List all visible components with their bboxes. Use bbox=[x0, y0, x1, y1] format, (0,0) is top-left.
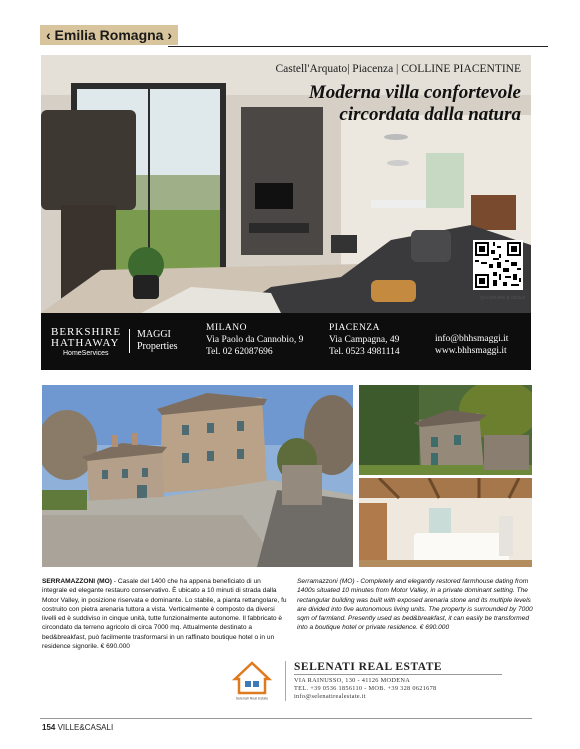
milano-phone: Tel. 02 62087696 bbox=[206, 347, 273, 357]
agency-address: VIA RAINUSSO, 130 - 41126 MODENA bbox=[294, 677, 411, 684]
logo-text: Selenati Real Estate bbox=[235, 696, 269, 701]
maggi-line-1: MAGGI bbox=[137, 329, 171, 340]
agency-email-link[interactable]: info@selenatirealestate.it bbox=[294, 693, 366, 700]
brand-line-2: HATHAWAY bbox=[51, 337, 120, 349]
house-logo-icon bbox=[229, 659, 275, 701]
advert-website-link[interactable]: www.bhhsmaggi.it bbox=[435, 346, 507, 356]
selenati-logo bbox=[229, 659, 275, 701]
piacenza-office bbox=[329, 322, 400, 358]
page-number: 154 bbox=[42, 723, 56, 732]
milano-address: Via Paolo da Cannobio, 9 bbox=[206, 335, 304, 345]
advert-title-line-2: circordata dalla natura bbox=[339, 104, 521, 125]
location-line: Castell'Arquato| Piacenza | COLLINE PIACENTINE bbox=[275, 63, 521, 75]
piacenza-phone: Tel. 0523 4981114 bbox=[329, 347, 400, 357]
advert-contact-bar bbox=[41, 313, 531, 370]
piacenza-address: Via Campagna, 49 bbox=[329, 335, 400, 345]
listing-title-bold: SERRAMAZZONI (MO) bbox=[42, 578, 112, 585]
qr-caption: QUADRARE E SEGUI bbox=[479, 295, 525, 300]
maggi-line-2: Properties bbox=[137, 341, 178, 352]
agency-rule bbox=[294, 674, 502, 675]
berkshire-hathaway-logo bbox=[51, 327, 121, 349]
qr-code-icon bbox=[473, 240, 523, 290]
farmhouse-exterior-illustration bbox=[42, 385, 353, 567]
footer-rule bbox=[40, 718, 532, 719]
advert-contacts bbox=[435, 333, 508, 357]
agency-phones: TEL. +39 0536 1856110 - MOB. +39 328 0621678 bbox=[294, 685, 437, 692]
piacenza-city: PIACENZA bbox=[329, 323, 380, 333]
listing-description-italian bbox=[42, 577, 287, 651]
brand-divider bbox=[129, 329, 130, 353]
qr-code[interactable] bbox=[473, 240, 523, 290]
property-advert bbox=[41, 55, 531, 370]
advert-email-link[interactable]: info@bhhsmaggi.it bbox=[435, 334, 509, 344]
farmhouse-exterior-photo bbox=[42, 385, 353, 567]
region-rule bbox=[168, 46, 548, 47]
farmhouse-garden-photo bbox=[359, 385, 532, 475]
magazine-name: VILLE&CASALI bbox=[55, 723, 114, 732]
farmhouse-garden-illustration bbox=[359, 385, 532, 475]
page-footer bbox=[42, 723, 113, 732]
bedroom-illustration bbox=[359, 478, 532, 567]
milano-office bbox=[206, 322, 303, 358]
advert-title bbox=[221, 82, 521, 126]
brand-line-1: BERKSHIRE bbox=[51, 326, 122, 338]
villa-interior-photo bbox=[41, 55, 531, 313]
bedroom-photo bbox=[359, 478, 532, 567]
agency-divider bbox=[285, 661, 286, 701]
milano-city: MILANO bbox=[206, 323, 247, 333]
advert-title-line-1: Moderna villa confortevole bbox=[308, 82, 521, 103]
maggi-properties-logo bbox=[137, 329, 178, 353]
agency-name: SELENATI REAL ESTATE bbox=[294, 661, 443, 673]
listing-text-italian: - Casale del 1400 che ha appena beneficiato di un integrale ed elegante restauro conservativo. È ubicato a 10 minuti di strada dalla Motor Valley, in posizione riservata e dominante. Lo stabile, a pianta rettangolare, fu costruito con pietra arenaria tuttora a vista. Verticalmente è composto da diversi livelli ed è suddiviso in cinque unità, tutte funzionalmente autonome. Il fabbricato è circondato da terreno agricolo di circa 7000 mq. Attualmente destinato a bed&breakfast, può facilmente trasformarsi in un raffinato boutique hotel o in un residence signorile. € 690.000 bbox=[42, 578, 287, 651]
listing-description-english: Serramazzoni (MO) - Completely and elegantly restored farmhouse dating from 1400s situated 10 minutes from Motor Valley, in a private dominant setting. The rectangular building was built with exposed arenaria stone and its multiple levels are divided into five autonomous living units. The property is surrounded by 7000 sqm of farmland. Presently used as bed&breakfast, it can easily be transformed into a boutique hotel or private residence. € 690.000 bbox=[297, 578, 533, 632]
brand-subtitle: HomeServices bbox=[63, 350, 109, 357]
region-tag: ‹ Emilia Romagna › bbox=[40, 25, 178, 45]
